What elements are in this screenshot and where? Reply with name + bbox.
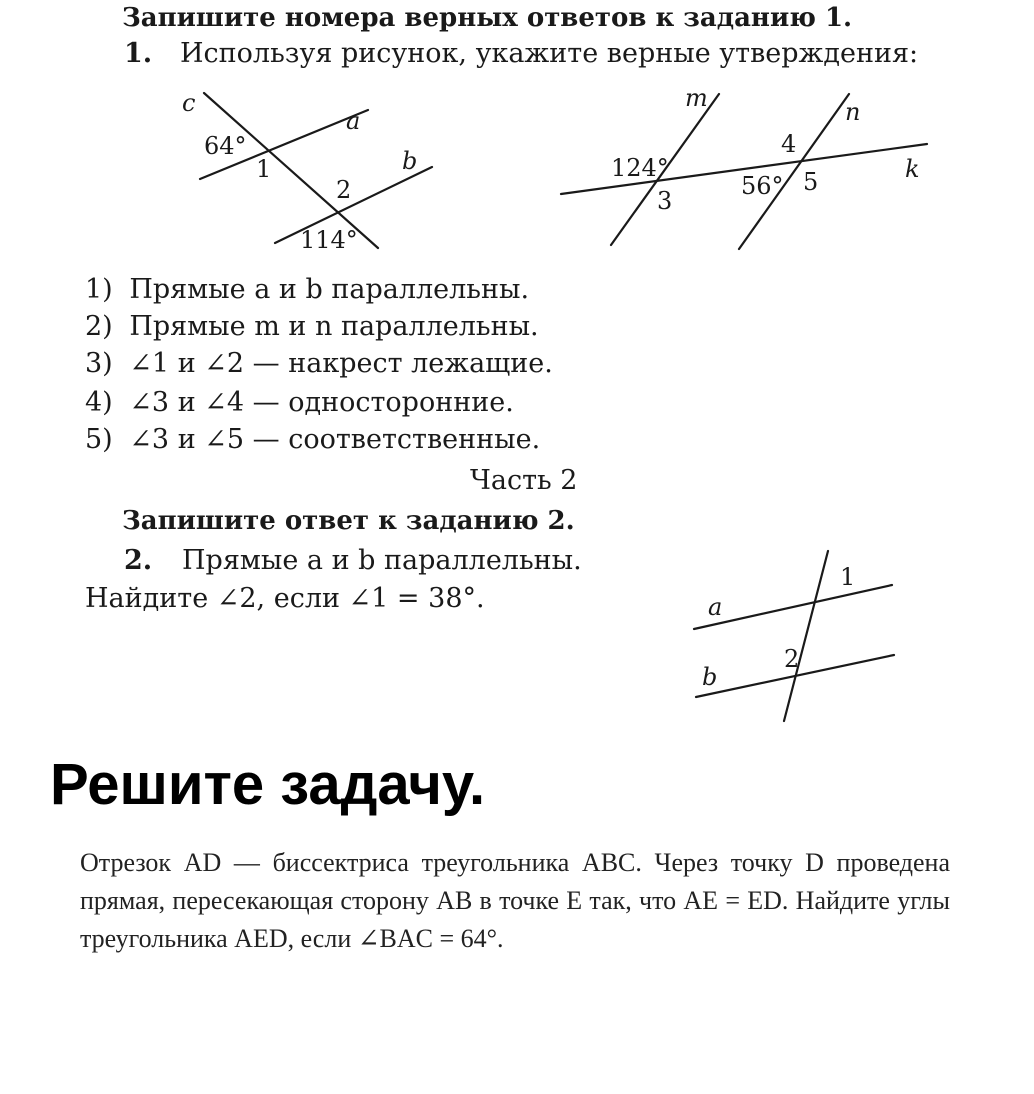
part2-title: Часть 2 [470, 465, 578, 496]
task2-question: Найдите ∠2, если ∠1 = 38°. [85, 583, 485, 614]
statement-text: ∠1 и ∠2 — накрест лежащие. [129, 348, 553, 379]
statement-text: Прямые a и b параллельны. [129, 274, 530, 305]
label-b: b [402, 147, 418, 175]
label-n: n [845, 98, 861, 126]
figure-lines-abc [180, 85, 450, 260]
label-angle-56: 56° [741, 172, 784, 200]
statement-number: 5) [85, 424, 113, 455]
statement-2 [85, 311, 539, 343]
label-angle-2: 2 [784, 645, 800, 673]
label-b: b [702, 663, 718, 691]
solve-heading: Решите задачу. [50, 752, 486, 817]
label-a: a [708, 593, 723, 621]
statement-number: 4) [85, 387, 113, 418]
statement-text: ∠3 и ∠4 — односторонние. [129, 387, 514, 418]
label-m: m [685, 84, 708, 112]
problem-text: Отрезок AD — биссектриса треугольника ABC. Через точку D проведена прямая, пересекающая сторону AB в точке E так, что AE = ED. Найдите углы треугольника AED, если ∠BAC = 64°. [80, 848, 950, 953]
statement-number: 2) [85, 311, 113, 342]
statement-number: 1) [85, 274, 113, 305]
line-a [694, 585, 892, 629]
task1-header: Запишите номера верных ответов к заданию 1. [122, 3, 853, 33]
statement-text: ∠3 и ∠5 — соответственные. [129, 424, 541, 455]
task2-header: Запишите ответ к заданию 2. [122, 506, 575, 536]
statement-1 [85, 274, 529, 306]
label-angle-124: 124° [611, 154, 669, 182]
label-angle-2: 2 [336, 176, 352, 204]
task1-text: Используя рисунок, укажите верные утверждения: [180, 38, 919, 69]
task1-number: 1. [124, 38, 153, 69]
label-angle-4: 4 [781, 130, 797, 158]
statement-number: 3) [85, 348, 113, 379]
figure-parallel-ab [680, 545, 910, 730]
statement-text: Прямые m и n параллельны. [129, 311, 539, 342]
label-angle-3: 3 [657, 187, 673, 215]
label-k: k [905, 155, 920, 183]
label-angle-1: 1 [256, 155, 272, 183]
label-c: c [182, 89, 196, 117]
label-angle-5: 5 [803, 168, 819, 196]
task2-text: Прямые a и b параллельны. [182, 545, 582, 576]
task2-number: 2. [124, 545, 153, 576]
label-angle-114: 114° [300, 226, 358, 254]
transversal [784, 551, 828, 721]
label-angle-1: 1 [840, 563, 856, 591]
statement-3 [85, 348, 553, 380]
statement-4 [85, 387, 514, 419]
label-angle-64: 64° [204, 132, 247, 160]
label-a: a [346, 107, 361, 135]
statement-5 [85, 424, 540, 456]
figure-lines-mnk [555, 82, 955, 257]
